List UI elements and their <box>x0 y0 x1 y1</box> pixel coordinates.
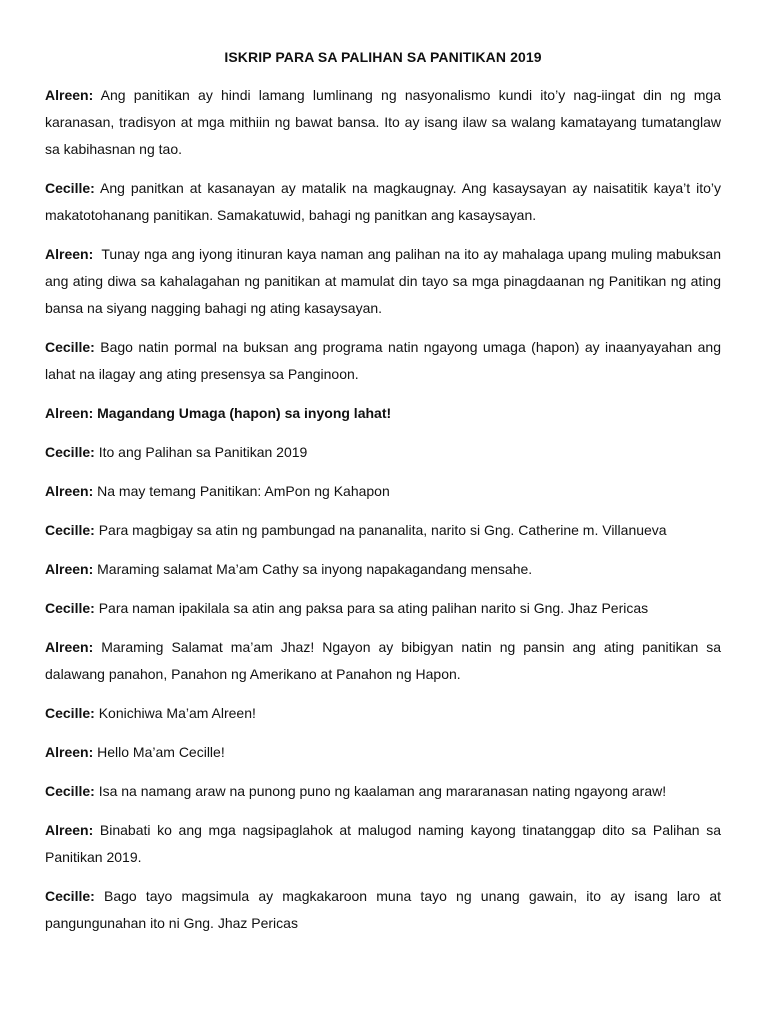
speaker-name: Cecille: <box>45 888 95 904</box>
dialogue-line <box>45 334 721 388</box>
dialogue-text: Isa na namang araw na punong puno ng kaalaman ang mararanasan nating ngayong araw! <box>98 783 667 799</box>
dialogue-text: Para magbigay sa atin ng pambungad na pananalita, narito si Gng. Catherine m. Villanueva <box>98 522 667 538</box>
speaker-name: Alreen: <box>45 483 94 499</box>
dialogue-text: Konichiwa Ma’am Alreen! <box>98 705 256 721</box>
dialogue-text: Maraming Salamat ma’am Jhaz! Ngayon ay bibigyan natin ng pansin ang ating panitikan sa dalawang panahon, Panahon ng Amerikano at Panahon ng Hapon. <box>45 639 721 682</box>
speaker-name: Alreen: <box>45 246 94 262</box>
dialogue-text: Maraming salamat Ma’am Cathy sa inyong napakagandang mensahe. <box>97 561 533 577</box>
dialogue-text: Ang panitkan at kasanayan ay matalik na magkaugnay. Ang kasaysayan ay naisatitik kaya’t ito’y makatotohanang panitikan. Samakatuwid, bahagi ng panitkan ang kasaysayan. <box>45 180 721 223</box>
dialogue-text: Tunay nga ang iyong itinuran kaya naman ang palihan na ito ay mahalaga upang muling mabuksan ang ating diwa sa kahalagahan ng panitikan at mamulat din tayo sa mga pinagdaanan ng Panitikan ng ating bansa na siyang nagging bahagi ng ating kasaysayan. <box>45 246 722 316</box>
speaker-name: Alreen: <box>45 822 94 838</box>
dialogue-text: Bago tayo magsimula ay magkakaroon muna tayo ng unang gawain, ito ay isang laro at pangungunahan ito ni Gng. Jhaz Pericas <box>45 888 722 931</box>
dialogue-line <box>45 241 721 322</box>
speaker-name: Cecille: <box>45 180 95 196</box>
dialogue-line <box>45 595 721 622</box>
dialogue-text: Para naman ipakilala sa atin ang paksa para sa ating palihan narito si Gng. Jhaz Pericas <box>98 600 649 616</box>
dialogue-line <box>45 517 721 544</box>
dialogue-line <box>45 634 721 688</box>
dialogue-text: Magandang Umaga (hapon) sa inyong lahat! <box>97 405 392 421</box>
dialogue-text: Ito ang Palihan sa Panitikan 2019 <box>98 444 308 460</box>
dialogue-text: Na may temang Panitikan: AmPon ng Kahapon <box>97 483 390 499</box>
dialogue-line <box>45 556 721 583</box>
dialogue-line <box>45 478 721 505</box>
speaker-name: Alreen: <box>45 561 94 577</box>
dialogue-line <box>45 175 721 229</box>
speaker-name: Cecille: <box>45 705 95 721</box>
speaker-name: Cecille: <box>45 444 95 460</box>
dialogue-line <box>45 700 721 727</box>
document-page <box>45 44 721 949</box>
dialogue-line <box>45 778 721 805</box>
speaker-name: Alreen: <box>45 744 94 760</box>
dialogue-text: Hello Ma’am Cecille! <box>97 744 225 760</box>
speaker-name: Alreen: <box>45 405 94 421</box>
dialogue-line <box>45 82 721 163</box>
dialogue-line <box>45 817 721 871</box>
speaker-name: Alreen: <box>45 87 94 103</box>
dialogue-text: Bago natin pormal na buksan ang programa natin ngayong umaga (hapon) ay inaanyayahan ang lahat na ilagay ang ating presensya sa Panginoon. <box>45 339 721 382</box>
speaker-name: Cecille: <box>45 600 95 616</box>
document-title: ISKRIP PARA SA PALIHAN SA PANITIKAN 2019 <box>224 49 542 65</box>
dialogue-line <box>45 883 721 937</box>
dialogue-line <box>45 739 721 766</box>
dialogue-line <box>45 439 721 466</box>
speaker-name: Alreen: <box>45 639 94 655</box>
dialogue-text: Binabati ko ang mga nagsipaglahok at malugod naming kayong tinatanggap dito sa Palihan sa Panitikan 2019. <box>45 822 721 865</box>
speaker-name: Cecille: <box>45 522 95 538</box>
speaker-name: Cecille: <box>45 783 95 799</box>
dialogue-text: Ang panitikan ay hindi lamang lumlinang ng nasyonalismo kundi ito’y nag-iingat din ng mga karanasan, tradisyon at mga mithiin ng bawat bansa. Ito ay isang ilaw sa walang kamatayang tumatanglaw sa kabihasnan ng tao. <box>45 87 721 157</box>
dialogue-line-greeting <box>45 400 721 427</box>
speaker-name: Cecille: <box>45 339 95 355</box>
